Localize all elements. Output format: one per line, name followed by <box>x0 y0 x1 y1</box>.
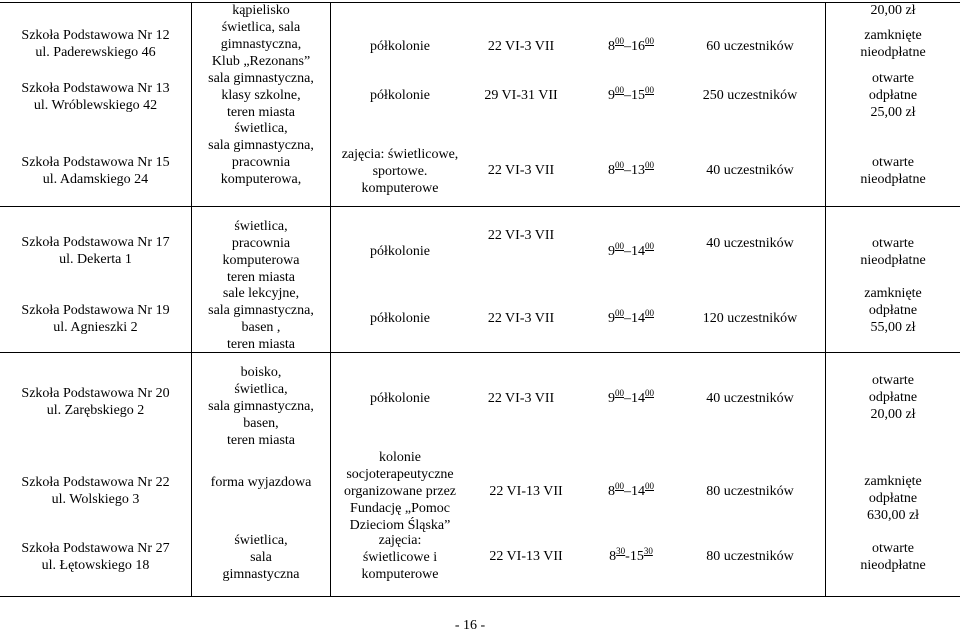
facilities: świetlica, sala gimnastyczna <box>222 533 300 582</box>
participants: 60 uczestników <box>706 39 794 54</box>
rule-col2 <box>330 2 331 597</box>
form: zajęcia: świetlicowe i komputerowe <box>361 533 439 582</box>
access: otwarte nieodpłatne <box>860 155 926 187</box>
dates: 22 VI-3 VII <box>487 311 555 326</box>
hours: $9^{00}-14^{00}$ <box>608 308 654 326</box>
form: kolonie socjoterapeutyczne organizowane przez Fundację „Pomoc Dzieciom Śląska” <box>343 450 457 533</box>
dates: 29 VI-31 VII <box>484 88 558 103</box>
facilities: sala gimnastyczna, klasy szkolne, teren miasta <box>208 71 314 120</box>
participants: 40 uczestników <box>706 391 794 406</box>
hours: $9^{00}-15^{00}$ <box>608 85 654 103</box>
facilities: sale lekcyjne, sala gimnastyczna, basen , teren miasta <box>208 286 314 352</box>
participants: 80 uczestników <box>706 549 794 564</box>
facilities: kąpielisko świetlica, sala gimnastyczna, Klub „Rezonans” <box>211 3 311 69</box>
participants: 40 uczestników <box>706 236 794 251</box>
hours: $9^{00}-14^{00}$ <box>608 241 654 259</box>
facilities: świetlica, pracownia komputerowa teren miasta <box>222 219 300 285</box>
dates: 22 VI-3 VII <box>487 391 555 406</box>
school-name: Szkoła Podstawowa Nr 19 ul. Agnieszki 2 <box>21 303 170 335</box>
participants: 250 uczestników <box>702 88 798 103</box>
form: półkolonie <box>370 244 430 259</box>
school-name: Szkoła Podstawowa Nr 20 ul. Zarębskiego 2 <box>21 386 170 418</box>
access: otwarte odpłatne 25,00 zł <box>868 71 918 120</box>
school-name: Szkoła Podstawowa Nr 12 ul. Paderewskiego 46 <box>21 28 170 60</box>
participants: 40 uczestników <box>706 163 794 178</box>
facilities: forma wyjazdowa <box>210 475 312 490</box>
rule-row1 <box>0 206 960 207</box>
page-number: - 16 - <box>454 618 486 633</box>
facilities: boisko, świetlica, sala gimnastyczna, basen, teren miasta <box>208 365 314 448</box>
school-name: Szkoła Podstawowa Nr 27 ul. Łętowskiego 18 <box>21 541 170 573</box>
form: półkolonie <box>370 39 430 54</box>
facilities: świetlica, sala gimnastyczna, pracownia komputerowa, <box>208 121 314 187</box>
school-name: Szkoła Podstawowa Nr 17 ul. Dekerta 1 <box>21 235 170 267</box>
access: otwarte odpłatne 20,00 zł <box>868 373 918 422</box>
hours: $8^{00}-14^{00}$ <box>608 481 654 499</box>
form: półkolonie <box>370 311 430 326</box>
access: zamknięte odpłatne 630,00 zł <box>864 474 922 523</box>
participants: 120 uczestników <box>702 311 798 326</box>
rule-row2 <box>0 352 960 353</box>
hours: $8^{00}-16^{00}$ <box>608 36 654 54</box>
dates: 22 VI-13 VII <box>489 549 563 564</box>
access: otwarte nieodpłatne <box>860 541 926 573</box>
access: otwarte nieodpłatne <box>860 236 926 268</box>
form: półkolonie <box>370 391 430 406</box>
dates: 22 VI-3 VII <box>487 228 555 243</box>
participants: 80 uczestników <box>706 484 794 499</box>
school-name: Szkoła Podstawowa Nr 15 ul. Adamskiego 24 <box>21 155 170 187</box>
school-name: Szkoła Podstawowa Nr 13 ul. Wróblewskiego 42 <box>21 81 170 113</box>
hours: $9^{00}-14^{00}$ <box>608 388 654 406</box>
rule-top <box>0 2 960 3</box>
dates: 22 VI-3 VII <box>487 39 555 54</box>
dates: 22 VI-13 VII <box>489 484 563 499</box>
access: zamknięte odpłatne 55,00 zł <box>864 286 922 335</box>
form: półkolonie <box>370 88 430 103</box>
school-name: Szkoła Podstawowa Nr 22 ul. Wolskiego 3 <box>21 475 170 507</box>
access: 20,00 zł zamknięte nieodpłatne <box>860 3 926 60</box>
form: zajęcia: świetlicowe, sportowe. komputerowe <box>341 147 459 196</box>
hours: $8^{00}-13^{00}$ <box>608 160 654 178</box>
dates: 22 VI-3 VII <box>487 163 555 178</box>
rule-bottom <box>0 596 960 597</box>
hours: $8^{30}-15^{30}$ <box>609 546 653 564</box>
